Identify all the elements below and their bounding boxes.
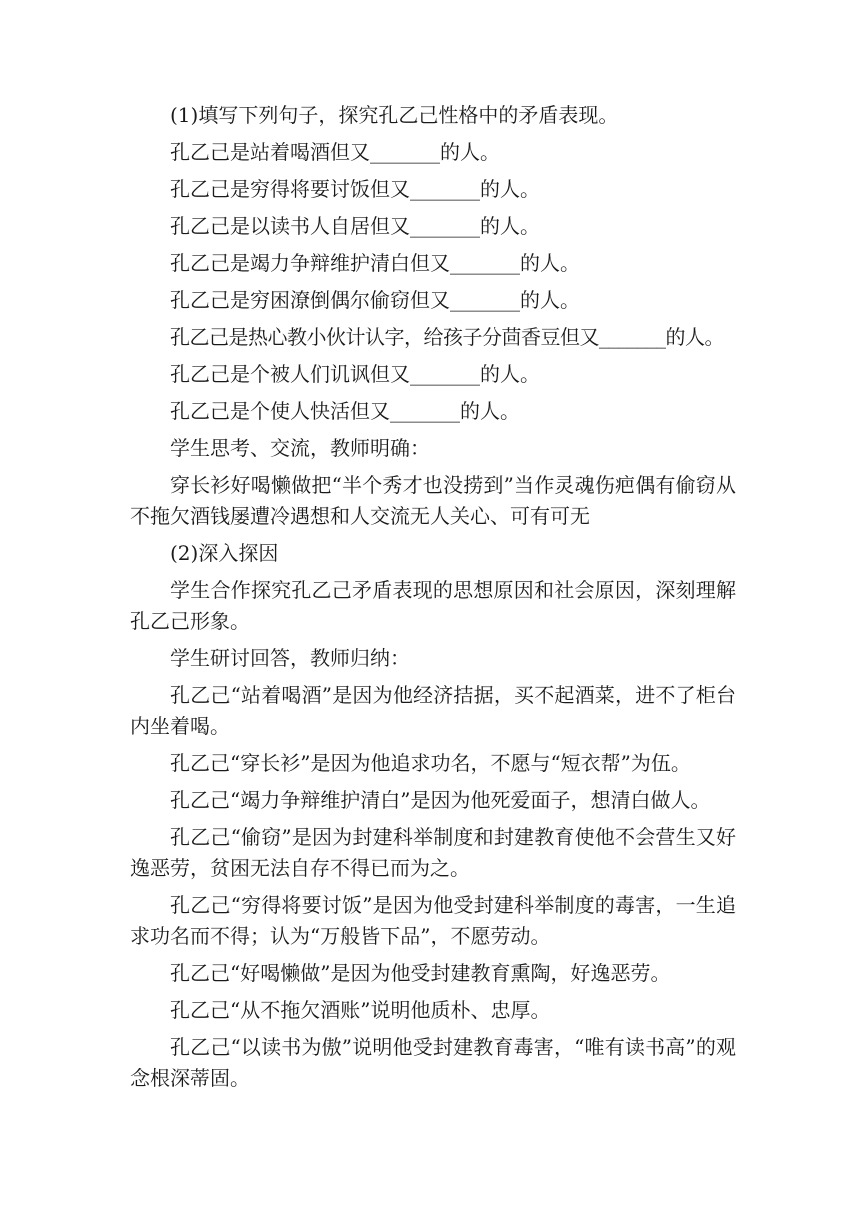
paragraph: 孔乙己“穿长衫”是因为他追求功名，不愿与“短衣帮”为伍。 xyxy=(170,751,691,775)
paragraph: 孔乙己“偷窃”是因为封建科举制度和封建教育使他不会营生又好逸恶劳，贫困无法自存不得已而为之。 xyxy=(130,825,736,880)
paragraph: 孔乙己是竭力争辩维护清白但又_______的人。 xyxy=(170,251,580,275)
paragraph: 孔乙己是热心教小伙计认字，给孩子分茴香豆但又_______的人。 xyxy=(170,325,724,349)
paragraph: 学生合作探究孔乙己矛盾表现的思想原因和社会原因，深刻理解孔乙己形象。 xyxy=(130,578,736,633)
paragraph: 孔乙己“穷得将要讨饭”是因为他受封建科举制度的毒害，一生追求功名而不得；认为“万般皆下品”，不愿劳动。 xyxy=(130,893,736,948)
paragraph: 学生思考、交流，教师明确： xyxy=(170,436,430,460)
paragraph: 孔乙己是个被人们讥讽但又_______的人。 xyxy=(170,362,540,386)
paragraph: 孔乙己是以读书人自居但又_______的人。 xyxy=(170,214,540,238)
paragraph: 孔乙己是个使人快活但又_______的人。 xyxy=(170,399,520,423)
paragraph: 孔乙己“竭力争辩维护清白”是因为他死爱面子，想清白做人。 xyxy=(170,788,711,812)
paragraph: 孔乙己“从不拖欠酒账”说明他质朴、忠厚。 xyxy=(170,998,551,1022)
paragraph: (1)填写下列句子，探究孔乙己性格中的矛盾表现。 xyxy=(170,103,619,127)
paragraph: 孔乙己是穷困潦倒偶尔偷窃但又_______的人。 xyxy=(170,288,580,312)
paragraph: 孔乙己是穷得将要讨饭但又_______的人。 xyxy=(170,177,540,201)
section-heading: (2)深入探因 xyxy=(170,541,279,565)
paragraph: 孔乙己“好喝懒做”是因为他受封建教育熏陶，好逸恶劳。 xyxy=(170,961,671,985)
document-body xyxy=(130,100,736,1100)
paragraph: 孔乙己“站着喝酒”是因为他经济拮据，买不起酒菜，进不了柜台内坐着喝。 xyxy=(130,683,736,738)
paragraph: 学生研讨回答，教师归纳： xyxy=(170,646,410,670)
paragraph: 穿长衫好喝懒做把“半个秀才也没捞到”当作灵魂伤疤偶有偷窃从不拖欠酒钱屡遭冷遇想和人交流无人关心、可有可无 xyxy=(130,473,736,528)
paragraph: 孔乙己“以读书为傲”说明他受封建教育毒害，“唯有读书高”的观念根深蒂固。 xyxy=(130,1035,736,1090)
paragraph: 孔乙己是站着喝酒但又_______的人。 xyxy=(170,140,500,164)
